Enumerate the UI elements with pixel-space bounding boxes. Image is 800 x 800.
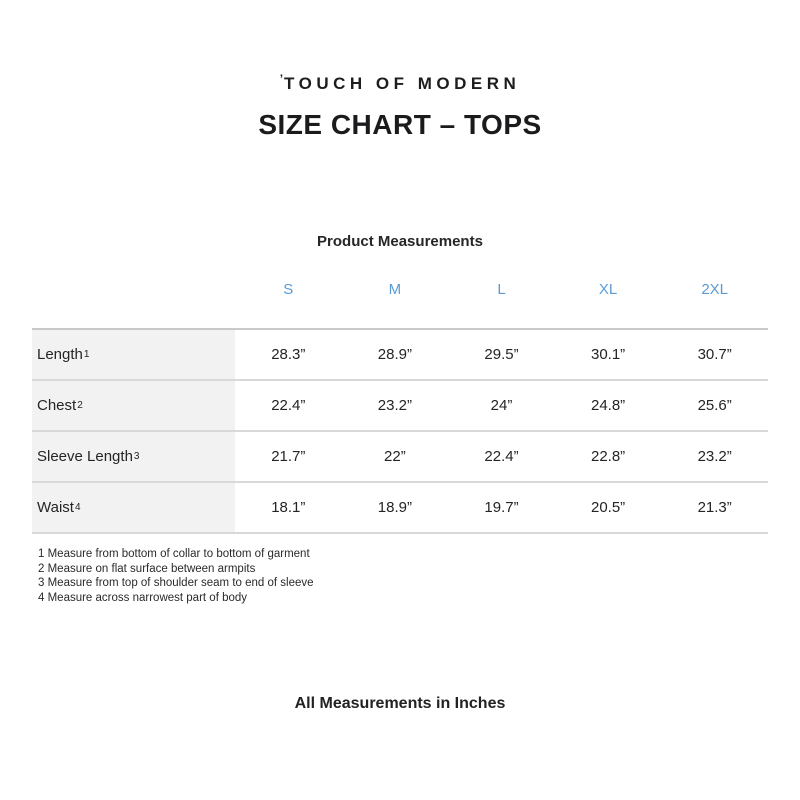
size-header-m: M [388,280,402,298]
table-row-chest [32,381,768,432]
measurement-value: 22.8” [590,448,626,465]
row-label: Chest 2 [32,381,235,430]
measurement-value: 21.3” [697,499,732,516]
footnote-1: 1 Measure from bottom of collar to bottom of garment [38,548,310,560]
size-header-l: L [497,280,506,298]
measurement-value: 28.3” [271,346,306,363]
units-note: All Measurements in Inches [294,695,506,712]
measurement-value: 22.4” [271,397,306,414]
measurement-value: 19.7” [484,499,519,516]
measurement-value: 25.6” [697,397,732,414]
row-label: Sleeve Length 3 [32,432,235,481]
measurement-value: 18.1” [271,499,306,516]
page-title: SIZE CHART – TOPS [258,109,542,140]
row-label-text: Sleeve Length [37,448,133,465]
table-row-length [32,330,768,381]
row-label: Length 1 [32,330,235,379]
measurement-value: 29.5” [484,346,519,363]
measurement-value: 30.1” [590,346,626,363]
measurement-value: 21.7” [271,448,306,465]
brand-logo-text: TOUCH OF MODERN [284,74,521,93]
measurement-value: 22” [384,448,406,465]
measurement-value: 23.2” [377,397,412,414]
footnotes [38,547,800,605]
measurement-value: 23.2” [697,448,732,465]
size-header-2xl: 2XL [701,280,729,298]
table-row-waist [32,483,768,534]
row-label: Waist 4 [32,483,235,532]
measurement-value: 30.7” [697,346,732,363]
measurement-value: 20.5” [590,499,626,516]
size-header-xl: XL [598,280,618,298]
table-caption: Product Measurements [317,233,483,250]
row-label-text: Chest [37,397,77,414]
size-chart-table [32,250,768,534]
measurement-value: 24” [490,397,513,414]
measurement-value: 24.8” [590,397,626,414]
size-header-s: S [283,280,294,298]
footnote-2: 2 Measure on flat surface between armpits [38,562,256,575]
size-table-body [32,328,768,534]
footnote-3: 3 Measure from top of shoulder seam to end of sleeve [38,577,314,589]
brand-logo [0,0,800,94]
row-label-text: Length [37,346,83,363]
footnote-4: 4 Measure across narrowest part of body [38,591,248,604]
row-label-text: Waist [37,499,74,516]
measurement-value: 18.9” [377,499,412,516]
measurement-value: 22.4” [484,448,519,465]
brand-logo-mark: ’ [279,72,285,86]
size-header-row [32,250,768,328]
table-row-sleeve-length [32,432,768,483]
measurement-value: 28.9” [377,346,412,363]
